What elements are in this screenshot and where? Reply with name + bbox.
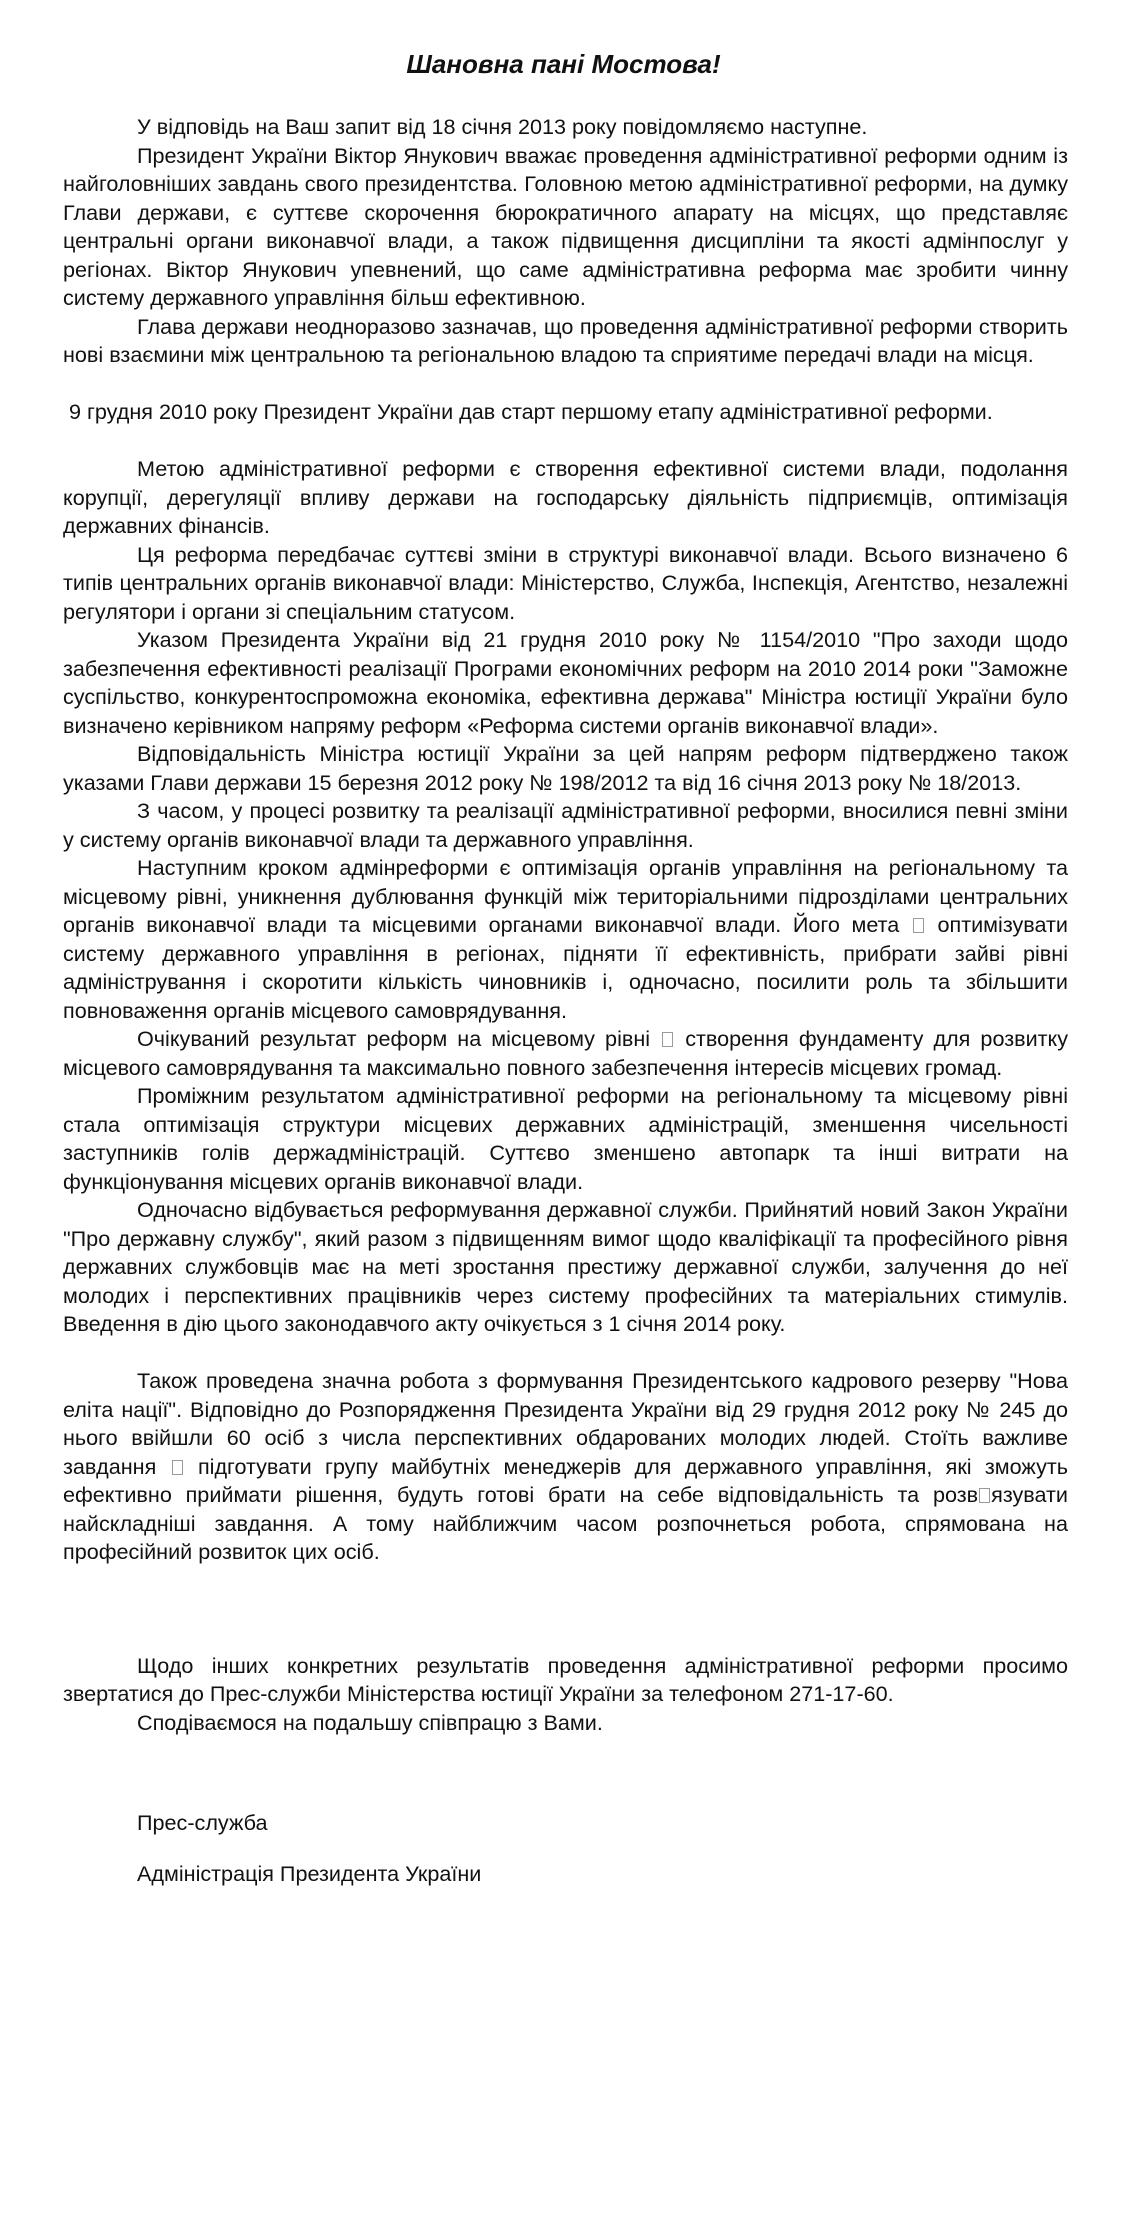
paragraph-head-of-state: Глава держави неодноразово зазначав, що проведення адміністративної реформи створить нові взаємини між центральною та регіональною владою та сприятиме передачі влади на місця. xyxy=(63,313,1068,367)
paragraph-contact: Щодо інших конкретних результатів проведення адміністративної реформи просимо звертатися до Прес-служби Міністерства юстиції України за телефоном 271-17-60. xyxy=(63,1652,1068,1706)
paragraph-goal: Метою адміністративної реформи є створення ефективної системи влади, подолання корупції, дерегуляції впливу держави на господарську діяльність підприємців, оптимізація державних фінансів. xyxy=(63,456,1068,538)
paragraph-text: підготувати групу майбутніх менеджерів для державного управління, які зможуть ефективно приймати рішення, будуть готові брати на себе відповідальність та розв xyxy=(63,1453,1069,1507)
paragraph-text: створення фундаменту для розвитку місцевого самоврядування та максимально повного забезпечення інтересів місцевих громад. xyxy=(63,1026,1069,1080)
paragraph-closing: Сподіваємося на подальшу співпрацю з Вами. xyxy=(137,1709,603,1735)
letter-salutation: Шановна пані Мостова! xyxy=(406,49,721,79)
paragraph-text: язувати найскладніші завдання. А тому найближчим часом розпочнеться робота, спрямована на професійний розвиток цих осіб. xyxy=(63,1482,1068,1564)
missing-glyph-icon xyxy=(662,1032,673,1047)
paragraph-intermediate-result: Проміжним результатом адміністративної реформи на регіональному та місцевому рівні стала оптимізація структури місцевих державних адміністрацій, зменшення чисельності заступників голів держадміністрацій. Суттєво зменшено автопарк та інші витрати на функціонування місцевих органів виконавчої влади. xyxy=(63,1083,1068,1194)
paragraph-responsibility: Відповідальність Міністра юстиції України за цей напрям реформ підтверджено також указами Глави держави 15 березня 2012 року № 198/2012 та від 16 січня 2013 року № 18/2013. xyxy=(63,741,1068,795)
signature-administration: Адміністрація Президента України xyxy=(137,1860,482,1886)
signature-press-service: Прес-служба xyxy=(137,1810,268,1835)
missing-glyph-icon xyxy=(979,1488,990,1503)
paragraph-text: оптимізувати систему державного управління в регіонах, підняти її ефективність, прибрати зайві рівні адміністрування і скоротити кількість чиновників і, одночасно, посилити роль та збільшити повноваження органів місцевого самоврядування. xyxy=(63,912,1068,1023)
paragraph-intro: У відповідь на Ваш запит від 18 січня 2013 року повідомляємо наступне. xyxy=(137,114,868,139)
paragraph-text: Також проведена значна робота з формування Президентського кадрового резерву "Нова еліта нації". Відповідно до Розпорядження Президента України від 29 грудня 2012 року № 245 до нього ввійшли 60 осіб з числа перспективних обдарованих молодих людей. Стоїть важливе завдання xyxy=(63,1368,1068,1479)
paragraph-structure: Ця реформа передбачає суттєві зміни в структурі виконавчої влади. Всього визначено 6 типів центральних органів виконавчої влади: Міністерство, Служба, Інспекція, Агентство, незалежні регулятори і органи зі спеціальним статусом. xyxy=(63,541,1068,624)
letter-body xyxy=(63,113,1068,1888)
missing-glyph-icon xyxy=(172,1460,183,1475)
paragraph-text: Очікуваний результат реформ на місцевому рівні xyxy=(137,1026,651,1051)
paragraph-next-step xyxy=(63,854,1068,1025)
missing-glyph-icon xyxy=(913,918,924,933)
paragraph-first-stage: 9 грудня 2010 року Президент України дав старт першому етапу адміністративної реформи. xyxy=(63,399,993,424)
paragraph-changes: З часом, у процесі розвитку та реалізації адміністративної реформи, вносилися певні зміни у систему органів виконавчої влади та державного управління. xyxy=(63,798,1068,852)
paragraph-president-view: Президент України Віктор Янукович вважає проведення адміністративної реформи одним із найголовніших завдань свого президентства. Головною метою адміністративної реформи, на думку Глави держави, є суттєве скорочення бюрократичного апарату на місцях, що представляє центральні органи виконавчої влади, а також підвищення дисципліни та якості адмінпослуг у регіонах. Віктор Янукович упевнений, що саме адміністративна реформа має зробити чинну систему державного управління більш ефективною. xyxy=(63,142,1068,310)
paragraph-expected-result xyxy=(63,1025,1068,1082)
paragraph-text: Наступним кроком адмінреформи є оптимізація органів управління на регіональному та місцевому рівні, уникнення дублювання функцій між територіальними підрозділами центральних органів виконавчої влади та місцевими органами виконавчої влади. Його мета xyxy=(63,855,1068,937)
paragraph-decree: Указом Президента України від 21 грудня 2010 року № 1154/2010 "Про заходи щодо забезпечення ефективності реалізації Програми економічних реформ на 2010 2014 роки "Заможне суспільство, конкурентоспроможна економіка, ефективна держава" Міністра юстиції України було визначено керівником напряму реформ «Реформа системи органів виконавчої влади». xyxy=(63,627,1068,738)
paragraph-personnel-reserve xyxy=(63,1367,1068,1567)
paragraph-civil-service: Одночасно відбувається реформування державної служби. Прийнятий новий Закон України "Про державну службу", який разом з підвищенням вимог щодо кваліфікації та професійного рівня державних службовців має на меті зростання престижу державної служби, залучення до неї молодих і перспективних працівників через систему професійних та матеріальних стимулів. Введення в дію цього законодавчого акту очікується з 1 січня 2014 року. xyxy=(63,1197,1068,1336)
